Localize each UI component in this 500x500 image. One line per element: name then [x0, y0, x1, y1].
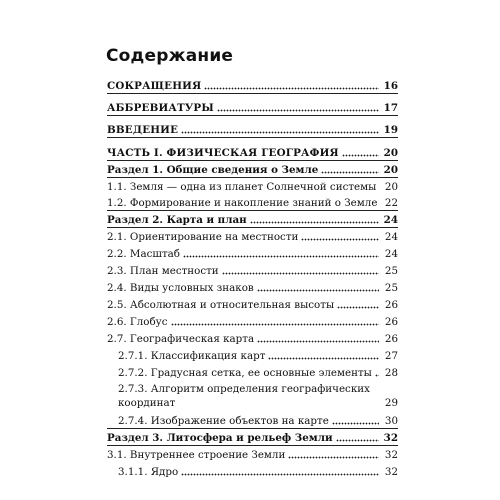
- toc-entry-2-7-4[interactable]: [107, 411, 398, 429]
- toc-leader-dots: [257, 289, 379, 292]
- toc-entry-section-3[interactable]: [107, 428, 398, 446]
- toc-entry-title: 2.7.2. Градусная сетка, ее основные элементы: [118, 367, 372, 379]
- toc-entry-1-2[interactable]: [107, 193, 398, 211]
- toc-page-number: 32: [383, 432, 398, 444]
- toc-entry-2-6[interactable]: [107, 312, 398, 329]
- toc-leader-dots: [301, 238, 379, 241]
- toc-page-number: 24: [383, 214, 398, 226]
- toc-entry-3-1[interactable]: [107, 445, 398, 462]
- toc-entry-2-5[interactable]: [107, 295, 398, 312]
- toc-entry-part-1[interactable]: [107, 143, 398, 161]
- toc-entry-title: ВВЕДЕНИЕ: [107, 124, 179, 136]
- toc-page-number: 32: [384, 466, 398, 478]
- toc-leader-dots: [336, 439, 379, 442]
- toc-entry-title: 1.2. Формирование и накопление знаний о Земле: [107, 197, 378, 209]
- toc-entry-2-2[interactable]: [107, 244, 398, 261]
- toc-page-number: 16: [383, 80, 398, 92]
- toc-leader-dots: [181, 131, 379, 134]
- toc-entry-title: СОКРАЩЕНИЯ: [107, 80, 202, 92]
- toc-leader-dots: [288, 456, 379, 459]
- toc-page-number: 27: [384, 350, 398, 362]
- toc-entry-title: 2.2. Масштаб: [107, 248, 180, 260]
- toc-leader-dots: [222, 272, 379, 275]
- toc-entry-title: Раздел 2. Карта и план: [107, 214, 247, 226]
- toc-entry-title: АББРЕВИАТУРЫ: [107, 102, 214, 114]
- toc-page-number: 25: [384, 282, 398, 294]
- toc-leader-dots: [204, 87, 379, 90]
- toc-leader-dots: [332, 422, 379, 425]
- toc-entry-title: Раздел 3. Литосфера и рельеф Земли: [107, 432, 333, 444]
- toc-entry-acronyms[interactable]: [107, 98, 398, 116]
- toc-entry-title: 2.5. Абсолютная и относительная высоты: [107, 299, 335, 311]
- toc-leader-dots: [217, 109, 379, 112]
- toc-page-number: 20: [383, 147, 398, 159]
- toc-leader-dots: [268, 357, 379, 360]
- toc-page-number: 26: [384, 333, 398, 345]
- toc-entry-title: 2.1. Ориентирование на местности: [107, 231, 299, 243]
- toc-page-number: 28: [384, 367, 398, 379]
- toc-entry-title: 3.1.1. Ядро: [118, 466, 179, 478]
- toc-entry-section-1[interactable]: [107, 160, 398, 178]
- toc-entry-title: 2.7.3. Алгоритм определения географических координат: [118, 383, 370, 409]
- toc-entry-2-7-2[interactable]: [107, 363, 398, 380]
- toc-entry-2-1[interactable]: [107, 227, 398, 244]
- toc-entry-abbreviations[interactable]: [107, 76, 398, 94]
- toc-entry-section-2[interactable]: [107, 210, 398, 228]
- toc-leader-dots: [250, 221, 379, 224]
- toc-leader-dots: [183, 255, 379, 258]
- toc-page-number: 26: [384, 299, 398, 311]
- toc-entry-3-1-1[interactable]: [107, 462, 398, 479]
- toc-leader-dots: [257, 340, 379, 343]
- toc-page-number: 22: [384, 197, 398, 209]
- toc-page-number: 30: [384, 415, 398, 427]
- toc-page-number: 24: [384, 231, 398, 243]
- toc-page-number: 20: [383, 164, 398, 176]
- toc-entry-2-7-1[interactable]: [107, 346, 398, 363]
- toc-entry-title: 2.7. Географическая карта: [107, 333, 255, 345]
- toc-leader-dots: [181, 473, 379, 476]
- toc-entry-title: Раздел 1. Общие сведения о Земле: [107, 164, 319, 176]
- toc-entry-2-3[interactable]: [107, 261, 398, 278]
- toc-entry-title: 2.7.4. Изображение объектов на карте: [118, 415, 329, 427]
- toc-page-number: 32: [384, 449, 398, 461]
- toc-page-number: 26: [384, 316, 398, 328]
- toc-entry-title: 2.3. План местности: [107, 265, 219, 277]
- toc-entry-1-1[interactable]: [107, 177, 398, 194]
- toc-leader-dots: [171, 323, 379, 326]
- toc-entry-2-7[interactable]: [107, 329, 398, 346]
- toc-entry-introduction[interactable]: [107, 120, 398, 138]
- toc-entry-title: 2.6. Глобус: [107, 316, 168, 328]
- toc-page-number: 29: [384, 397, 398, 409]
- toc-page-number: 17: [383, 102, 398, 114]
- toc-leader-dots: [342, 154, 379, 157]
- toc-entry-title: 1.1. Земля — одна из планет Солнечной системы: [107, 181, 377, 193]
- toc-entry-2-4[interactable]: [107, 278, 398, 295]
- toc-entry-2-7-3[interactable]: [107, 380, 398, 410]
- toc-entry-title: 3.1. Внутреннее строение Земли: [107, 449, 286, 461]
- toc-page-number: 24: [384, 248, 398, 260]
- toc-entry-title: ЧАСТЬ I. ФИЗИЧЕСКАЯ ГЕОГРАФИЯ: [107, 147, 339, 159]
- toc-leader-dots: [321, 171, 379, 174]
- page-title: Содержание: [106, 46, 234, 66]
- toc-leader-dots: [375, 374, 379, 377]
- toc-leader-dots: [337, 306, 379, 309]
- toc-entry-title: 2.4. Виды условных знаков: [107, 282, 254, 294]
- toc-entry-title: 2.7.1. Классификация карт: [118, 350, 266, 362]
- toc-page-number: 20: [384, 181, 398, 193]
- toc-page-number: 25: [384, 265, 398, 277]
- toc-page-number: 19: [383, 124, 398, 136]
